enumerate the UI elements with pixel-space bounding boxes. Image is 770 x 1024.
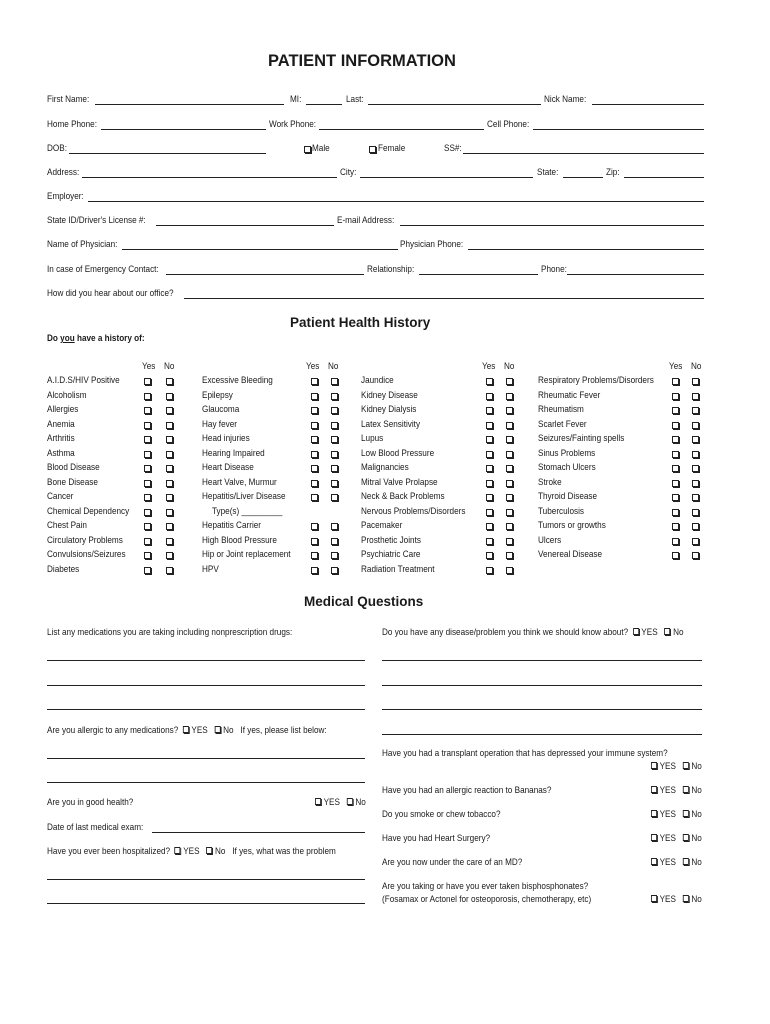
- history-item-label: Cancer: [47, 491, 74, 502]
- history-item-label: Nervous Problems/Disorders: [361, 505, 466, 517]
- cell-phone-label: Cell Phone:: [487, 119, 530, 130]
- history-no-checkbox[interactable]: [506, 509, 513, 516]
- medications-line-3[interactable]: [47, 709, 365, 710]
- history-yes-checkbox[interactable]: [311, 393, 318, 400]
- history-no-checkbox[interactable]: [506, 465, 513, 472]
- disease-line-1[interactable]: [382, 660, 702, 661]
- history-no-checkbox[interactable]: [166, 523, 173, 530]
- history-item-label: Blood Disease: [47, 462, 100, 473]
- state-id-field[interactable]: [156, 225, 334, 226]
- history-no-checkbox[interactable]: [506, 552, 513, 559]
- history-item-label: Asthma: [47, 447, 75, 459]
- history-no-checkbox[interactable]: [331, 422, 338, 429]
- history-yes-checkbox[interactable]: [486, 523, 493, 530]
- history-item-label: Hip or Joint replacement: [202, 549, 291, 560]
- history-item-label: Diabetes: [47, 563, 80, 575]
- ssn-label: SS#:: [444, 143, 462, 154]
- history-no-checkbox[interactable]: [166, 480, 173, 487]
- history-no-checkbox[interactable]: [166, 393, 173, 400]
- disease-known-no-checkbox[interactable]: [664, 628, 670, 635]
- history-yes-checkbox[interactable]: [672, 480, 679, 487]
- last-name-field[interactable]: [368, 104, 541, 105]
- physician-name-label: Name of Physician:: [47, 239, 118, 250]
- bisphosphonates-label: Are you taking or have you ever taken bisphosphonates?: [382, 881, 589, 892]
- history-yes-checkbox[interactable]: [311, 422, 318, 429]
- allergic-label: Are you allergic to any medications? YES No If yes, please list below:: [47, 725, 327, 736]
- history-yes-checkbox[interactable]: [672, 465, 679, 472]
- history-yes-checkbox[interactable]: [486, 465, 493, 472]
- mi-label: MI:: [290, 94, 302, 105]
- transplant-options: YES No: [651, 761, 702, 772]
- history-yes-header: Yes: [669, 361, 683, 372]
- page-title: PATIENT INFORMATION: [268, 52, 456, 70]
- emergency-contact-field[interactable]: [166, 274, 364, 275]
- smoke-no-checkbox[interactable]: [683, 810, 689, 817]
- history-item-label: Hearing Impaired: [202, 447, 265, 459]
- history-no-checkbox[interactable]: [692, 552, 699, 559]
- history-yes-checkbox[interactable]: [672, 422, 679, 429]
- state-field[interactable]: [563, 177, 603, 178]
- history-no-checkbox[interactable]: [506, 480, 513, 487]
- history-yes-checkbox[interactable]: [672, 378, 679, 385]
- disease-line-3[interactable]: [382, 709, 702, 710]
- allergic-yes-checkbox[interactable]: [183, 726, 189, 733]
- bisphosphonates-options: YES No: [651, 894, 702, 905]
- history-no-header: No: [691, 361, 702, 372]
- good-health-yes-checkbox[interactable]: [315, 798, 321, 805]
- address-label: Address:: [47, 167, 80, 178]
- disease-line-4[interactable]: [382, 734, 702, 735]
- heart-surgery-label: Have you had Heart Surgery?: [382, 833, 491, 844]
- history-yes-checkbox[interactable]: [311, 567, 318, 574]
- disease-known-label: Do you have any disease/problem you think we should know about? YES No: [382, 627, 684, 638]
- history-item-label: Scarlet Fever: [538, 418, 587, 430]
- history-yes-checkbox[interactable]: [486, 567, 493, 574]
- history-yes-checkbox[interactable]: [672, 523, 679, 530]
- history-no-header: No: [328, 361, 339, 372]
- history-yes-checkbox[interactable]: [311, 538, 318, 545]
- history-yes-checkbox[interactable]: [486, 451, 493, 458]
- city-field[interactable]: [360, 177, 533, 178]
- history-item-label: Hepatitis/Liver Disease: [202, 491, 286, 502]
- work-phone-field[interactable]: [319, 129, 484, 130]
- smoke-options: YES No: [651, 809, 702, 820]
- history-yes-checkbox[interactable]: [311, 523, 318, 530]
- history-no-checkbox[interactable]: [506, 393, 513, 400]
- history-yes-checkbox[interactable]: [486, 378, 493, 385]
- history-yes-checkbox[interactable]: [672, 509, 679, 516]
- zip-label: Zip:: [606, 167, 620, 178]
- history-prompt: Do you have a history of:: [47, 333, 145, 344]
- history-item-label: Lupus: [361, 433, 384, 444]
- good-health-label: Are you in good health?: [47, 797, 134, 808]
- history-item-label: Heart Valve, Murmur: [202, 476, 277, 488]
- history-no-checkbox[interactable]: [692, 436, 699, 443]
- history-yes-checkbox[interactable]: [672, 393, 679, 400]
- history-yes-checkbox[interactable]: [672, 538, 679, 545]
- history-item-label: Allergies: [47, 404, 79, 415]
- history-no-header: No: [504, 361, 515, 372]
- history-no-checkbox[interactable]: [692, 480, 699, 487]
- history-yes-checkbox[interactable]: [144, 523, 151, 530]
- history-yes-checkbox[interactable]: [311, 494, 318, 501]
- allergies-line-1[interactable]: [47, 758, 365, 759]
- hospitalized-label: Have you ever been hospitalized? YES No If yes, what was the problem: [47, 846, 336, 857]
- male-checkbox[interactable]: [304, 146, 311, 153]
- history-yes-checkbox[interactable]: [144, 378, 151, 385]
- heart-surgery-no-checkbox[interactable]: [683, 834, 689, 841]
- history-no-checkbox[interactable]: [692, 494, 699, 501]
- history-no-checkbox[interactable]: [331, 436, 338, 443]
- first-name-field[interactable]: [95, 104, 284, 105]
- history-yes-checkbox[interactable]: [144, 480, 151, 487]
- bananas-yes-checkbox[interactable]: [651, 786, 657, 793]
- last-exam-label: Date of last medical exam:: [47, 822, 144, 833]
- history-yes-checkbox[interactable]: [486, 436, 493, 443]
- care-md-options: YES No: [651, 857, 702, 868]
- first-name-label: First Name:: [47, 94, 90, 105]
- history-yes-checkbox[interactable]: [486, 552, 493, 559]
- history-no-checkbox[interactable]: [166, 451, 173, 458]
- last-exam-field[interactable]: [152, 832, 365, 833]
- history-no-checkbox[interactable]: [166, 436, 173, 443]
- history-item-label: Alcoholism: [47, 389, 87, 401]
- history-item-label: Prosthetic Joints: [361, 534, 421, 546]
- smoke-label: Do you smoke or chew tobacco?: [382, 809, 501, 820]
- history-item-label: Radiation Treatment: [361, 563, 435, 575]
- history-item-label: Sinus Problems: [538, 447, 596, 459]
- care-md-label: Are you now under the care of an MD?: [382, 857, 523, 868]
- history-no-checkbox[interactable]: [506, 451, 513, 458]
- relationship-label: Relationship:: [367, 264, 415, 275]
- history-no-checkbox[interactable]: [331, 523, 338, 530]
- history-item-label: Circulatory Problems: [47, 534, 123, 546]
- care-md-yes-checkbox[interactable]: [651, 858, 657, 865]
- good-health-options: YES No: [315, 797, 366, 808]
- history-item-label: Hepatitis Carrier: [202, 520, 262, 531]
- history-yes-checkbox[interactable]: [486, 494, 493, 501]
- bisphosphonates-yes-checkbox[interactable]: [651, 895, 657, 902]
- history-yes-checkbox[interactable]: [144, 567, 151, 574]
- history-yes-checkbox[interactable]: [486, 509, 493, 516]
- cell-phone-field[interactable]: [533, 129, 704, 130]
- history-item-label: Arthritis: [47, 433, 75, 444]
- history-item-label: Tuberculosis: [538, 505, 585, 517]
- history-no-checkbox[interactable]: [692, 451, 699, 458]
- zip-field[interactable]: [624, 177, 704, 178]
- history-yes-checkbox[interactable]: [486, 480, 493, 487]
- history-no-checkbox[interactable]: [166, 509, 173, 516]
- hospitalized-line-2[interactable]: [47, 903, 365, 904]
- history-yes-header: Yes: [482, 361, 496, 372]
- history-yes-checkbox[interactable]: [672, 552, 679, 559]
- history-item-label: Stroke: [538, 476, 562, 488]
- history-no-checkbox[interactable]: [331, 552, 338, 559]
- history-no-checkbox[interactable]: [506, 378, 513, 385]
- work-phone-label: Work Phone:: [269, 119, 317, 130]
- history-item-label: Ulcers: [538, 534, 562, 546]
- history-no-checkbox[interactable]: [166, 538, 173, 545]
- heart-surgery-yes-checkbox[interactable]: [651, 834, 657, 841]
- mi-field[interactable]: [306, 104, 342, 105]
- history-no-checkbox[interactable]: [331, 393, 338, 400]
- history-yes-checkbox[interactable]: [311, 465, 318, 472]
- history-no-checkbox[interactable]: [166, 378, 173, 385]
- history-item-label: Respiratory Problems/Disorders: [538, 375, 654, 386]
- care-md-no-checkbox[interactable]: [683, 858, 689, 865]
- history-no-checkbox[interactable]: [506, 567, 513, 574]
- history-item-label: Latex Sensitivity: [361, 418, 421, 430]
- medications-line-1[interactable]: [47, 660, 365, 661]
- disease-line-2[interactable]: [382, 685, 702, 686]
- history-item-label: Anemia: [47, 418, 75, 430]
- history-no-checkbox[interactable]: [692, 523, 699, 530]
- history-yes-checkbox[interactable]: [672, 436, 679, 443]
- bisphosphonates-no-checkbox[interactable]: [683, 895, 689, 902]
- history-item-label: Stomach Ulcers: [538, 462, 596, 473]
- history-no-checkbox[interactable]: [692, 378, 699, 385]
- good-health-no-checkbox[interactable]: [347, 798, 353, 805]
- history-yes-header: Yes: [142, 361, 156, 372]
- history-no-checkbox[interactable]: [692, 538, 699, 545]
- email-field[interactable]: [400, 225, 704, 226]
- history-no-checkbox[interactable]: [166, 465, 173, 472]
- transplant-yes-checkbox[interactable]: [651, 762, 657, 769]
- health-history-title: Patient Health History: [290, 315, 431, 330]
- allergic-no-checkbox[interactable]: [215, 726, 221, 733]
- history-no-checkbox[interactable]: [506, 436, 513, 443]
- history-yes-checkbox[interactable]: [311, 378, 318, 385]
- history-item-label: Jaundice: [361, 375, 394, 386]
- history-yes-checkbox[interactable]: [144, 436, 151, 443]
- history-item-label: Neck & Back Problems: [361, 491, 445, 502]
- ssn-field[interactable]: [463, 153, 704, 154]
- medical-questions-title: Medical Questions: [304, 594, 424, 609]
- history-item-label: Low Blood Pressure: [361, 447, 435, 459]
- address-field[interactable]: [82, 177, 337, 178]
- history-item-label: A.I.D.S/HIV Positive: [47, 375, 120, 386]
- history-yes-checkbox[interactable]: [144, 422, 151, 429]
- history-yes-checkbox[interactable]: [672, 451, 679, 458]
- physician-name-field[interactable]: [122, 249, 398, 250]
- history-yes-checkbox[interactable]: [311, 451, 318, 458]
- history-item-label: Excessive Bleeding: [202, 375, 273, 386]
- history-yes-checkbox[interactable]: [144, 393, 151, 400]
- history-item-label: Bone Disease: [47, 476, 98, 488]
- last-name-label: Last:: [346, 94, 364, 105]
- history-yes-checkbox[interactable]: [144, 494, 151, 501]
- history-yes-checkbox[interactable]: [311, 480, 318, 487]
- state-label: State:: [537, 167, 559, 178]
- history-no-checkbox[interactable]: [692, 407, 699, 414]
- history-yes-checkbox[interactable]: [672, 494, 679, 501]
- history-yes-checkbox[interactable]: [486, 393, 493, 400]
- nick-name-field[interactable]: [592, 104, 704, 105]
- history-yes-checkbox[interactable]: [311, 436, 318, 443]
- dob-label: DOB:: [47, 143, 67, 154]
- history-yes-checkbox[interactable]: [144, 538, 151, 545]
- history-no-checkbox[interactable]: [166, 422, 173, 429]
- history-item-label: Kidney Disease: [361, 389, 418, 401]
- history-item-label: Thyroid Disease: [538, 491, 598, 502]
- history-item-label: Venereal Disease: [538, 549, 603, 560]
- history-no-checkbox[interactable]: [331, 407, 338, 414]
- history-item-label: Malignancies: [361, 462, 409, 473]
- bananas-options: YES No: [651, 785, 702, 796]
- history-no-checkbox[interactable]: [692, 422, 699, 429]
- heard-about-label: How did you hear about our office?: [47, 288, 174, 299]
- employer-field[interactable]: [88, 201, 704, 202]
- history-item-label: Rheumatism: [538, 404, 584, 415]
- history-no-checkbox[interactable]: [506, 407, 513, 414]
- transplant-label: Have you had a transplant operation that has depressed your immune system?: [382, 748, 668, 759]
- history-item-label: Rheumatic Fever: [538, 389, 601, 401]
- history-no-checkbox[interactable]: [506, 422, 513, 429]
- home-phone-label: Home Phone:: [47, 119, 97, 130]
- relationship-field[interactable]: [419, 274, 538, 275]
- history-no-checkbox[interactable]: [506, 523, 513, 530]
- history-no-header: No: [164, 361, 175, 372]
- history-item-label: HPV: [202, 563, 219, 575]
- state-id-label: State ID/Driver's License #:: [47, 215, 146, 226]
- female-checkbox[interactable]: [369, 146, 376, 153]
- email-label: E-mail Address:: [337, 215, 395, 226]
- nick-name-label: Nick Name:: [544, 94, 587, 105]
- allergies-line-2[interactable]: [47, 782, 365, 783]
- history-no-checkbox[interactable]: [331, 480, 338, 487]
- history-no-checkbox[interactable]: [692, 465, 699, 472]
- history-no-checkbox[interactable]: [166, 494, 173, 501]
- disease-known-yes-checkbox[interactable]: [633, 628, 639, 635]
- heard-about-field[interactable]: [184, 298, 704, 299]
- history-item-label: High Blood Pressure: [202, 534, 277, 546]
- history-item-label: Chest Pain: [47, 520, 87, 531]
- history-item-label: Head injuries: [202, 433, 250, 444]
- hospitalized-no-checkbox[interactable]: [206, 847, 212, 854]
- history-item-label: Convulsions/Seizures: [47, 549, 126, 560]
- history-item-label: Heart Disease: [202, 462, 254, 473]
- female-label: Female: [378, 143, 406, 154]
- history-yes-checkbox[interactable]: [311, 407, 318, 414]
- history-no-checkbox[interactable]: [166, 407, 173, 414]
- employer-label: Employer:: [47, 191, 84, 202]
- hospitalized-yes-checkbox[interactable]: [175, 847, 181, 854]
- emergency-contact-label: In case of Emergency Contact:: [47, 264, 159, 275]
- history-no-checkbox[interactable]: [331, 451, 338, 458]
- home-phone-field[interactable]: [101, 129, 266, 130]
- city-label: City:: [340, 167, 357, 178]
- history-item-label: Psychiatric Care: [361, 549, 421, 560]
- history-no-checkbox[interactable]: [331, 567, 338, 574]
- history-yes-checkbox[interactable]: [486, 422, 493, 429]
- phone-field[interactable]: [567, 274, 704, 275]
- history-no-checkbox[interactable]: [166, 552, 173, 559]
- transplant-no-checkbox[interactable]: [683, 762, 689, 769]
- history-no-checkbox[interactable]: [166, 567, 173, 574]
- physician-phone-label: Physician Phone:: [400, 239, 464, 250]
- history-no-checkbox[interactable]: [331, 465, 338, 472]
- history-item-label: Tumors or growths: [538, 520, 606, 531]
- history-item-label: Seizures/Fainting spells: [538, 433, 625, 444]
- bananas-label: Have you had an allergic reaction to Bananas?: [382, 785, 552, 796]
- history-item-label: Epilepsy: [202, 389, 233, 401]
- history-yes-checkbox[interactable]: [311, 552, 318, 559]
- history-yes-header: Yes: [306, 361, 320, 372]
- bisphosphonates-note: (Fosamax or Actonel for osteoporosis, chemotherapy, etc): [382, 894, 592, 905]
- history-yes-checkbox[interactable]: [672, 407, 679, 414]
- medications-line-2[interactable]: [47, 685, 365, 686]
- history-yes-checkbox[interactable]: [144, 465, 151, 472]
- bananas-no-checkbox[interactable]: [683, 786, 689, 793]
- history-yes-checkbox[interactable]: [144, 407, 151, 414]
- heart-surgery-options: YES No: [651, 833, 702, 844]
- phone-label: Phone:: [541, 264, 567, 275]
- history-no-checkbox[interactable]: [692, 509, 699, 516]
- dob-field[interactable]: [69, 153, 266, 154]
- history-item-label: Type(s) _________: [212, 505, 283, 517]
- male-label: Male: [312, 143, 330, 154]
- history-item-label: Mitral Valve Prolapse: [361, 476, 438, 488]
- history-yes-checkbox[interactable]: [144, 509, 151, 516]
- history-item-label: Chemical Dependency: [47, 505, 130, 517]
- hospitalized-line-1[interactable]: [47, 879, 365, 880]
- history-no-checkbox[interactable]: [331, 494, 338, 501]
- history-item-label: Hay fever: [202, 418, 237, 430]
- history-no-checkbox[interactable]: [692, 393, 699, 400]
- history-yes-checkbox[interactable]: [144, 451, 151, 458]
- history-item-label: Kidney Dialysis: [361, 404, 417, 415]
- history-yes-checkbox[interactable]: [144, 552, 151, 559]
- history-item-label: Glaucoma: [202, 404, 240, 415]
- medications-label: List any medications you are taking including nonprescription drugs:: [47, 627, 293, 638]
- history-yes-checkbox[interactable]: [486, 538, 493, 545]
- history-item-label: Pacemaker: [361, 520, 403, 531]
- smoke-yes-checkbox[interactable]: [651, 810, 657, 817]
- physician-phone-field[interactable]: [468, 249, 704, 250]
- history-yes-checkbox[interactable]: [486, 407, 493, 414]
- history-no-checkbox[interactable]: [331, 538, 338, 545]
- history-no-checkbox[interactable]: [506, 494, 513, 501]
- history-no-checkbox[interactable]: [506, 538, 513, 545]
- history-no-checkbox[interactable]: [331, 378, 338, 385]
